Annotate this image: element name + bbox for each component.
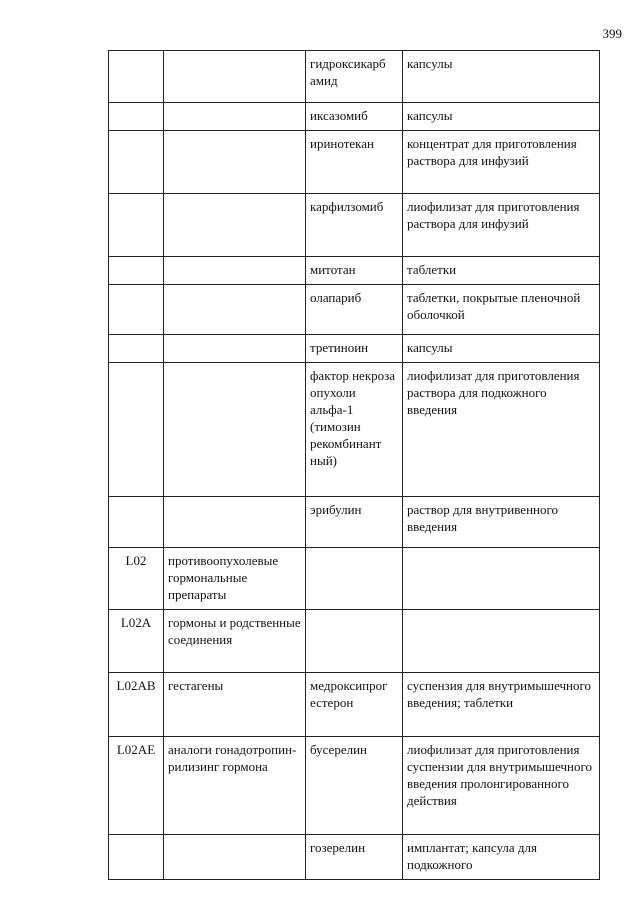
group-name-cell [164, 363, 306, 497]
table-row [109, 257, 600, 285]
page-number: 399 [602, 26, 622, 41]
drug-name-cell: олапариб [306, 285, 403, 335]
atc-code-cell [109, 131, 164, 194]
group-name-cell [164, 257, 306, 285]
table-row [109, 363, 600, 497]
dosage-form-cell: лиофилизат для приготовления раствора для подкожного введения [403, 363, 600, 497]
atc-code-cell [109, 363, 164, 497]
group-name-cell: гормоны и родственные соединения [164, 610, 306, 673]
drug-name-cell [306, 610, 403, 673]
group-name-cell [164, 194, 306, 257]
drug-name-cell: иксазомиб [306, 103, 403, 131]
table-row [109, 51, 600, 103]
atc-code-cell [109, 497, 164, 548]
atc-code-cell [109, 335, 164, 363]
drug-name-cell [306, 548, 403, 610]
dosage-form-cell: раствор для внутривенного введения [403, 497, 600, 548]
table-row [109, 610, 600, 673]
atc-code-cell [109, 194, 164, 257]
table-row [109, 131, 600, 194]
drug-name-cell: эрибулин [306, 497, 403, 548]
table-row [109, 497, 600, 548]
group-name-cell: противоопухолевые гормональные препараты [164, 548, 306, 610]
table-row [109, 194, 600, 257]
atc-code-cell: L02A [109, 610, 164, 673]
drug-name-cell: гозерелин [306, 835, 403, 880]
group-name-cell [164, 335, 306, 363]
table-row [109, 835, 600, 880]
dosage-form-cell: суспензия для внутримышечного введения; таблетки [403, 673, 600, 737]
drug-name-cell: медроксипрог естерон [306, 673, 403, 737]
drug-name-cell: карфилзомиб [306, 194, 403, 257]
dosage-form-cell: имплантат; капсула для подкожного [403, 835, 600, 880]
group-name-cell [164, 285, 306, 335]
dosage-form-cell: таблетки [403, 257, 600, 285]
atc-code-cell [109, 835, 164, 880]
group-name-cell [164, 131, 306, 194]
dosage-form-cell: капсулы [403, 103, 600, 131]
dosage-form-cell: лиофилизат для приготовления раствора для инфузий [403, 194, 600, 257]
drug-table [108, 50, 600, 880]
dosage-form-cell: таблетки, покрытые пленочной оболочкой [403, 285, 600, 335]
atc-code-cell: L02AB [109, 673, 164, 737]
table-row [109, 673, 600, 737]
table-row [109, 548, 600, 610]
drug-name-cell: гидроксикарб амид [306, 51, 403, 103]
drug-name-cell: митотан [306, 257, 403, 285]
group-name-cell [164, 51, 306, 103]
drug-name-cell: иринотекан [306, 131, 403, 194]
drug-name-cell: фактор некроза опухоли альфа-1 (тимозин рекомбинант ный) [306, 363, 403, 497]
group-name-cell: аналоги гонадотропин-рилизинг гормона [164, 737, 306, 835]
atc-code-cell: L02AE [109, 737, 164, 835]
drug-name-cell: третиноин [306, 335, 403, 363]
table-row [109, 285, 600, 335]
dosage-form-cell [403, 610, 600, 673]
dosage-form-cell: капсулы [403, 51, 600, 103]
atc-code-cell [109, 257, 164, 285]
group-name-cell [164, 497, 306, 548]
atc-code-cell [109, 103, 164, 131]
table-row [109, 335, 600, 363]
dosage-form-cell: капсулы [403, 335, 600, 363]
group-name-cell: гестагены [164, 673, 306, 737]
atc-code-cell [109, 285, 164, 335]
dosage-form-cell: концентрат для приготовления раствора для инфузий [403, 131, 600, 194]
table-row [109, 103, 600, 131]
group-name-cell [164, 835, 306, 880]
drug-name-cell: бусерелин [306, 737, 403, 835]
table-row [109, 737, 600, 835]
atc-code-cell [109, 51, 164, 103]
dosage-form-cell: лиофилизат для приготовления суспензии для внутримышечного введения пролонгированного действия [403, 737, 600, 835]
atc-code-cell: L02 [109, 548, 164, 610]
group-name-cell [164, 103, 306, 131]
dosage-form-cell [403, 548, 600, 610]
